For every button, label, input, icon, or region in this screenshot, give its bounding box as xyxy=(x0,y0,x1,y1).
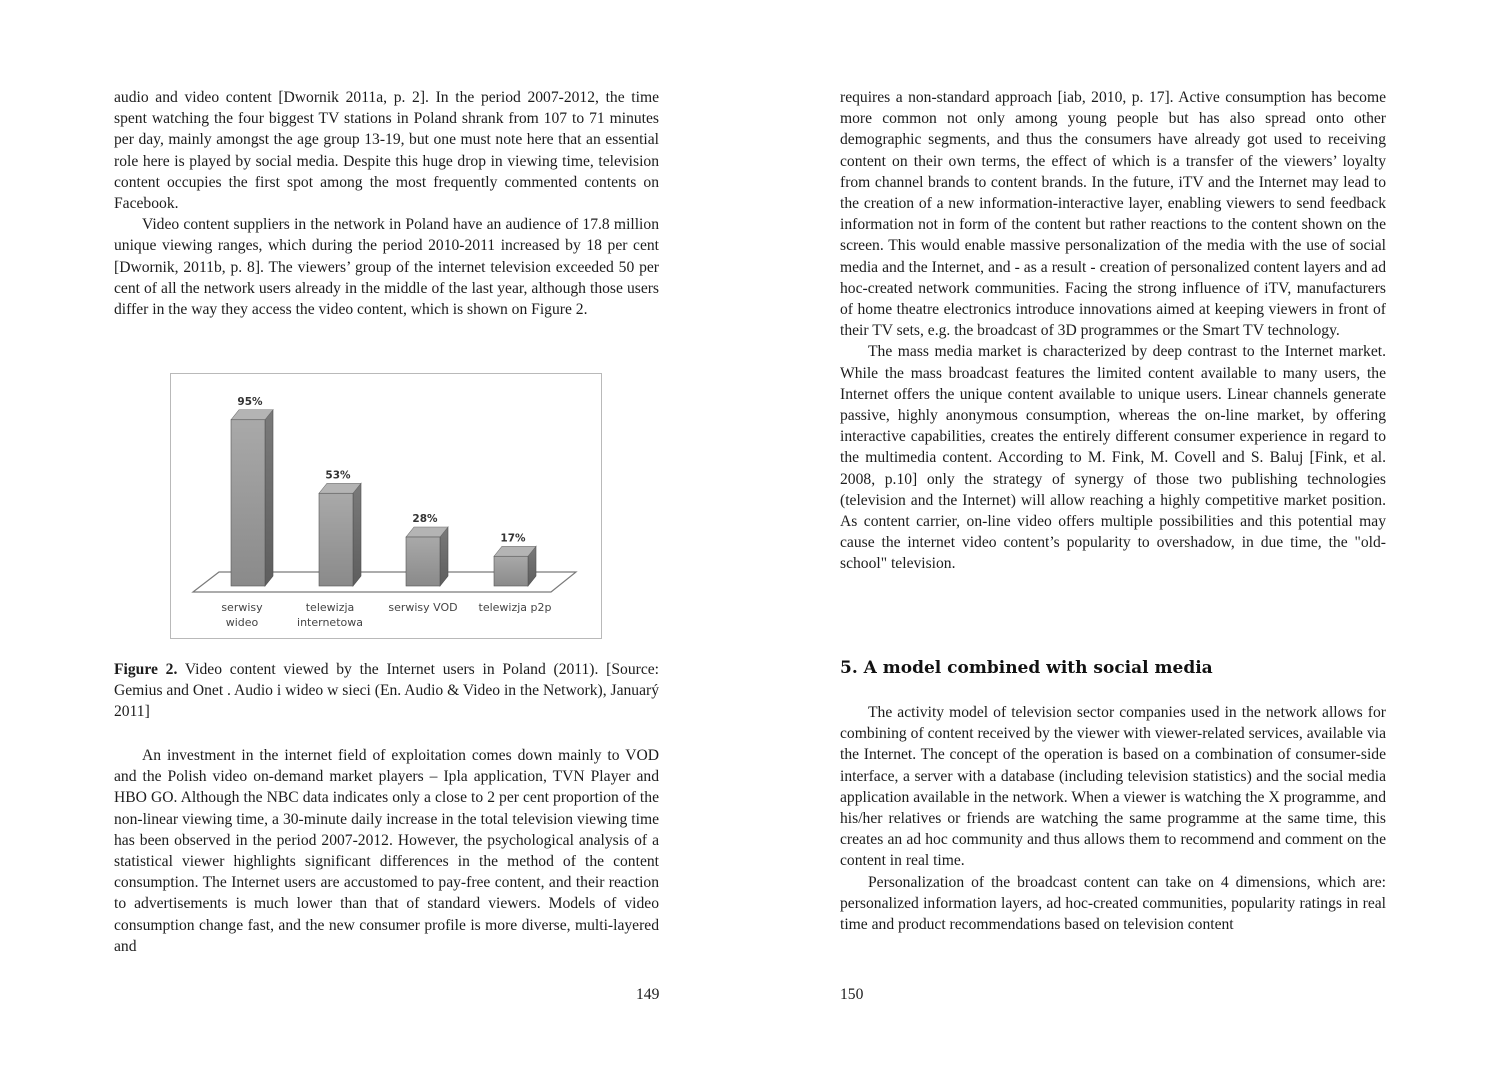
category-label: telewizja p2p xyxy=(478,601,552,614)
paragraph: The mass media market is characterized by deep contrast to the Internet market. While the mass broadcast features the limited content available to many users, the Internet offers the unique content available to unique users. Linear channels generate passive, highly anonymous consumption, whereas the on-line market, by offering interactive capabilities, creates the entirely different consumer experience in regard to the multimedia content. According to M. Fink, M. Covell and S. Baluj [Fink, et al. 2008, p.10] only the strategy of synergy of those two publishing technologies (television and the Internet) will allow reaching a highly competitive market position. As content carrier, on-line video offers multiple possibilities and this potential may cause the internet video content’s popularity to overshadow, in due time, the "old-school" television. xyxy=(840,343,1386,573)
right-bottom-text xyxy=(840,702,1386,935)
data-label: 95% xyxy=(237,395,263,408)
paragraph: requires a non-standard approach [iab, 2010, p. 17]. Active consumption has become more common not only among young people but has also spread onto other demographic segments, and thus the consumers have already got used to receiving content on their own terms, the effect of which is a transfer of the viewers’ loyalty from channel brands to content brands. In the future, iTV and the Internet may lead to the creation of a new information-interactive layer, enabling viewers to send feedback information not in form of the content but rather reactions to the content shown on the screen. This would enable massive personalization of the media with the use of social media and the Internet, and - as a result - creation of personalized content layers and ad hoc-created network communities. Facing the strong influence of iTV, manufacturers of home theatre electronics introduce innovations aimed at keeping viewers in front of their TV sets, e.g. the broadcast of 3D programmes or the Smart TV technology. xyxy=(840,89,1386,340)
bar xyxy=(319,493,353,586)
page-number: 150 xyxy=(840,986,864,1003)
category-label: internetowa xyxy=(297,616,363,629)
data-label: 28% xyxy=(412,513,438,525)
paragraph: The activity model of television sector companies used in the network allows for combining of content received by the viewer with viewer-related services, available via the Internet. The concept of the operation is based on a combination of consumer-side interface, a server with a database (including television statistics) and the social media application available in the network. When a viewer is watching the X programme, and his/her relatives or friends are watching the same programme at the same time, this creates an ad hoc community and thus allows them to recommend and comment on the content in real time. xyxy=(840,704,1386,870)
bar xyxy=(494,556,528,586)
data-label: 53% xyxy=(325,469,351,482)
right-top-text xyxy=(840,87,1386,575)
category-label: serwisy xyxy=(221,601,263,614)
right-page xyxy=(750,0,1500,1068)
category-label: wideo xyxy=(225,616,259,629)
paragraph: Personalization of the broadcast content can take on 4 dimensions, which are: personalized information layers, ad hoc-created communities, popularity ratings in real time and product recommendations based on television content xyxy=(840,873,1386,934)
paragraph: An investment in the internet field of exploitation comes down mainly to VOD and the Polish video on-demand market players – Ipla application, TVN Player and HBO GO. Although the NBC data indicates only a close to 2 per cent proportion of the non-linear viewing time, a 30-minute daily increase in the total television viewing time has been observed in the period 2007-2012. However, the psychological analysis of a statistical viewer highlights significant differences in the method of the content consumption. The Internet users are accustomed to pay-free content, and their reaction to advertisements is much lower than that of standard viewers. Models of video consumption change fast, and the new consumer profile is more diverse, multi-layered and xyxy=(114,747,659,955)
category-label: serwisy VOD xyxy=(388,601,458,614)
bar-side xyxy=(353,483,361,586)
page-number: 149 xyxy=(636,986,660,1003)
bar-chart xyxy=(171,374,601,638)
figure-2-chart xyxy=(170,373,602,639)
figure-label: Figure 2. xyxy=(114,661,178,678)
left-top-text xyxy=(114,87,659,320)
section-heading: 5. A model combined with social media xyxy=(840,658,1213,678)
bar-side xyxy=(265,410,273,586)
figure-caption-text: Video content viewed by the Internet users in Poland (2011). [Source: Gemius and Onet . Audio i wideo w sieci (En. Audio & Video in the Network), Januarý 2011] xyxy=(114,661,660,721)
category-label: telewizja xyxy=(305,601,355,614)
bar xyxy=(231,420,265,586)
paragraph: Video content suppliers in the network in Poland have an audience of 17.8 million unique viewing ranges, which during the period 2010-2011 increased by 18 per cent [Dwornik, 2011b, p. 8]. The viewers’ group of the internet television exceeded 50 per cent of all the network users already in the middle of the last year, although those users differ in the way they access the video content, which is shown on Figure 2. xyxy=(114,216,659,319)
left-bottom-text xyxy=(114,745,659,957)
paragraph: audio and video content [Dwornik 2011a, p. 2]. In the period 2007-2012, the time spent watching the four biggest TV stations in Poland shrank from 107 to 71 minutes per day, mainly amongst the age group 13-19, but one must note here that an essential role here is played by social media. Despite this huge drop in viewing time, television content occupies the first spot among the most frequently commented contents on Facebook. xyxy=(114,89,659,213)
data-label: 17% xyxy=(500,532,526,545)
bar xyxy=(406,537,440,586)
figure-caption xyxy=(114,659,659,723)
